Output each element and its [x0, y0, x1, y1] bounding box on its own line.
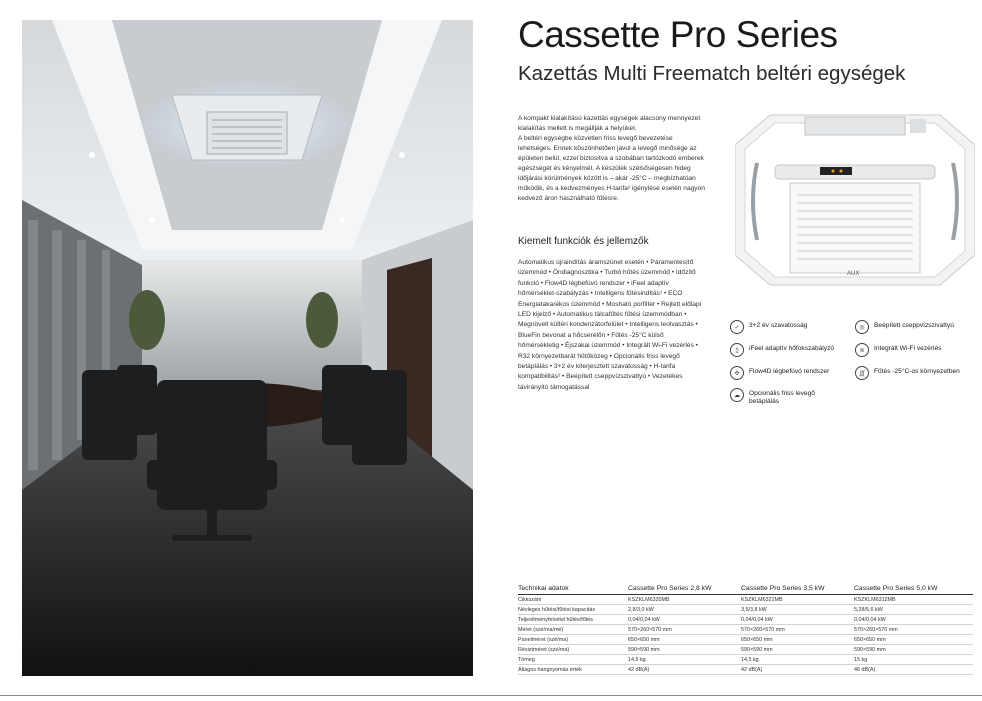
- intro-text: [518, 114, 708, 204]
- table-header-row: [518, 585, 973, 595]
- page-title: Cassette Pro Series: [518, 14, 838, 55]
- table-cell: 0,04/0,04 kW: [854, 615, 973, 625]
- conference-room-photo: [22, 20, 473, 676]
- table-cell: 590×590 mm: [854, 645, 973, 655]
- table-cell: 570×260×570 mm: [628, 625, 741, 635]
- shield-check-icon: ✓: [730, 320, 744, 334]
- feature-warranty: [730, 320, 807, 334]
- table-row: [518, 625, 973, 635]
- bottom-divider: [0, 695, 982, 696]
- table-header: Cassette Pro Series 2,8 kW: [628, 585, 741, 595]
- features-list-text: Automatikus újraindítás áramszünet esetén • Páramentesítő üzemmód • Öndiagnosztika • Turbó hűtés üzemmód • Időzítő funkció • Flow4D légbefúvó rendszer • iFeel adaptív hőmérséklet-szabályzás • Intelligens fűtésindítás¹ • ECO Energiatakarékos üzemmód • Mosható porfilter • Rejtett előlapi LED kijelző • Automatikus tálcafűtés fűtési üzemmódban • Megnövelt kültéri kondenzátorfelület • Intelligens leolvasztás • BlueFin bevonat a hőcserélőn • Fűtés -25°C külső hőmérsékletig • Éjszakai üzemmód • Integrált Wi-Fi vezérlés • R32 környezetbarát hűtőközeg • Opcionális friss levegő betáplálás • 3+2 év kiterjesztett szavatosság • H-tarifa kompatibilitás² • Beépített cseppvízszivattyú • Vezetékes távirányító támogatással: [518, 259, 702, 391]
- feature-pump: [855, 320, 954, 334]
- feature-heating: [855, 366, 960, 380]
- table-row: [518, 645, 973, 655]
- feature-label: Beépített cseppvízszivattyú: [874, 322, 954, 329]
- table-cell: 3,5/3,8 kW: [741, 605, 854, 615]
- table-cell: 0,04/0,04 kW: [741, 615, 854, 625]
- table-row: [518, 665, 973, 675]
- table-cell: 650×650 mm: [628, 635, 741, 645]
- feature-label: Integrált Wi-Fi vezérlés: [874, 345, 942, 352]
- table-header: Technikai adatok: [518, 585, 628, 595]
- table-row: [518, 635, 973, 645]
- table-cell: 42 dB(A): [741, 665, 854, 675]
- table-cell: 590×590 mm: [741, 645, 854, 655]
- table-header: Cassette Pro Series 5,0 kW: [854, 585, 973, 595]
- table-cell: 590×590 mm: [628, 645, 741, 655]
- table-header: Cassette Pro Series 3,5 kW: [741, 585, 854, 595]
- table-cell: Méret (szé/ma/mé): [518, 625, 628, 635]
- table-cell: Résiztméret (szé/ma): [518, 645, 628, 655]
- feature-fresh-air: [730, 388, 840, 406]
- thermometer-icon: ▯: [730, 343, 744, 357]
- feature-flow4d: [730, 366, 829, 380]
- heat-waves-icon: ∭: [855, 366, 869, 380]
- table-cell: 2,8/3,0 kW: [628, 605, 741, 615]
- table-cell: Cikkszám: [518, 595, 628, 605]
- fresh-air-icon: ☁: [730, 388, 744, 402]
- brand-logo: AUX: [847, 271, 860, 277]
- feature-icons: [730, 320, 980, 430]
- table-cell: 5,28/5,6 kW: [854, 605, 973, 615]
- technical-data-table: [518, 585, 973, 675]
- table-cell: 46 dB(A): [854, 665, 973, 675]
- airflow-icon: ✣: [730, 366, 744, 380]
- table-cell: 14,5 kg: [628, 655, 741, 665]
- cassette-unit-illustration: [735, 105, 975, 295]
- intro-paragraph-1: A kompakt kialakítású kazettás egységek alacsony mennyezet kialakítás mellett is megállják a helyüket.: [518, 115, 701, 132]
- intro-paragraph-2: A beltéri egységbe közvetlen friss levegő bevezetése lehetséges. Ennek köszönhetően javul a levegő minősége az épületen belül, ezzel biztosítva a szobában tartózkodó emberek egészségét és kényelmét. A készülék szélsőségesen hideg időjárási körülmények között is – akár -25°C – megbízhatóan működik, és a kedvezményes H-tarifa² igénylése esetén nagyon kedvező áron használható fűtésre.: [518, 135, 705, 202]
- table-row: [518, 595, 973, 605]
- water-pump-icon: ◎: [855, 320, 869, 334]
- table-row: [518, 615, 973, 625]
- table-cell: KSZKLM6321MB: [741, 595, 854, 605]
- table-cell: 650×650 mm: [741, 635, 854, 645]
- table-row: [518, 605, 973, 615]
- feature-label: Opcionális friss levegő betáplálás: [749, 390, 815, 405]
- table-cell: 650×650 mm: [854, 635, 973, 645]
- wifi-icon: ≋: [855, 343, 869, 357]
- feature-label: 3+2 év szavatosság: [749, 322, 808, 329]
- specs-table: [518, 585, 973, 675]
- table-cell: 14,5 kg: [741, 655, 854, 665]
- features-heading: Kiemelt funkciók és jellemzők: [518, 236, 649, 247]
- feature-ifeel: [730, 343, 834, 357]
- conference-room-illustration: [22, 20, 473, 676]
- table-cell: 0,04/0,04 kW: [628, 615, 741, 625]
- table-cell: 15 kg: [854, 655, 973, 665]
- feature-label: Flow4D légbefúvó rendszer: [749, 368, 830, 375]
- cassette-unit-image: [735, 105, 975, 295]
- feature-wifi: [855, 343, 941, 357]
- table-row: [518, 655, 973, 665]
- page-subtitle: Kazettás Multi Freematch beltéri egységek: [518, 62, 906, 85]
- table-cell: Panelméret (szé/ma): [518, 635, 628, 645]
- table-cell: 570×260×570 mm: [741, 625, 854, 635]
- table-cell: 42 dB(A): [628, 665, 741, 675]
- feature-label: Fűtés -25°C-os környezetben: [874, 368, 960, 375]
- table-cell: KSZKLM6320MB: [628, 595, 741, 605]
- table-cell: 570×260×570 mm: [854, 625, 973, 635]
- feature-label: iFeel adaptív hőfokszabályzó: [749, 345, 835, 352]
- table-cell: Névleges hűtési/fűtési kapacitás: [518, 605, 628, 615]
- table-cell: Tömeg: [518, 655, 628, 665]
- table-cell: KSZKLM6312MB: [854, 595, 973, 605]
- table-cell: Teljesítményfelvétel hűtés/fűtés: [518, 615, 628, 625]
- table-cell: Átlagos hangnyomás érték: [518, 665, 628, 675]
